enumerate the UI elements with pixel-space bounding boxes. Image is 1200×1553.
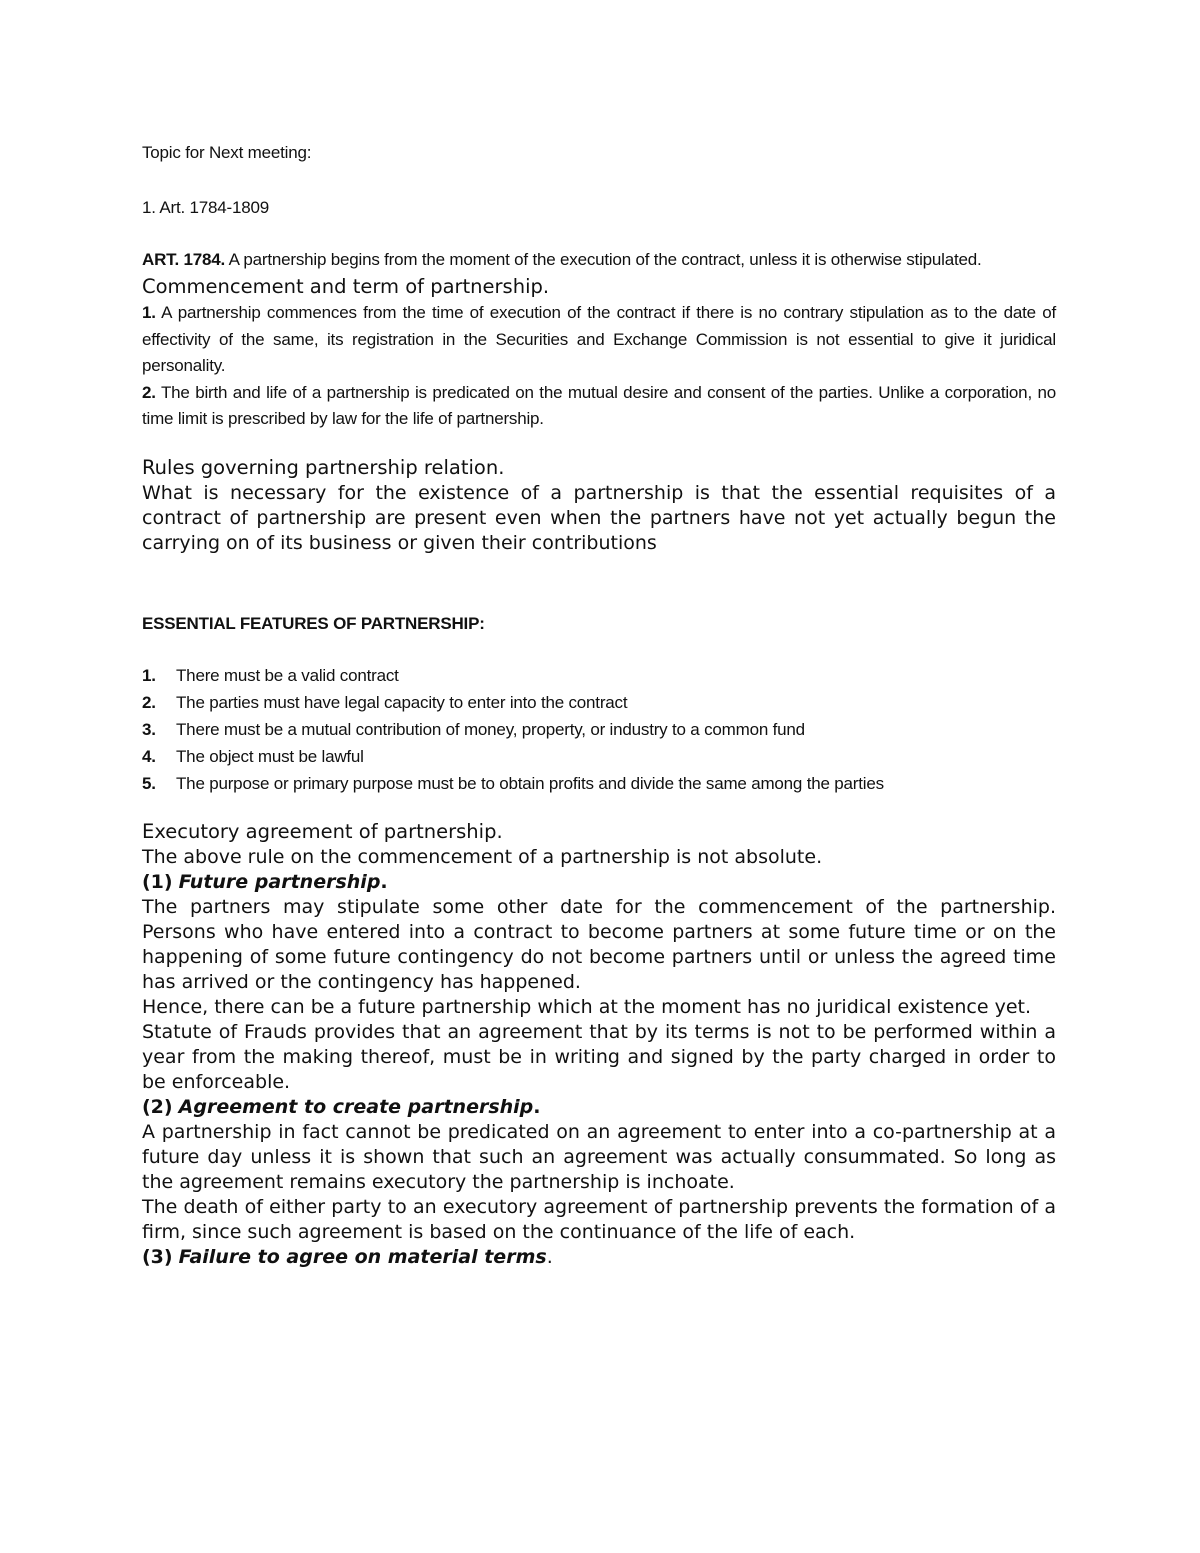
subhead-title: Agreement to create partnership — [178, 1095, 534, 1118]
list-item-number: 2. — [142, 692, 156, 712]
features-heading — [142, 611, 1056, 637]
list-item — [142, 716, 1056, 743]
list-item-number: 3. — [142, 719, 156, 739]
list-item-text: There must be a valid contract — [176, 665, 399, 685]
subhead-number: (3) — [142, 1245, 173, 1268]
list-item-text: The purpose or primary purpose must be to obtain profits and divide the same among the parties — [176, 773, 884, 793]
commencement-point-1-num: 1. — [142, 303, 156, 322]
art-1784-text: A partnership begins from the moment of the execution of the contract, unless it is otherwise stipulated. — [225, 250, 982, 269]
future-partnership-paragraph-2: Hence, there can be a future partnership which at the moment has no juridical existence yet. — [142, 995, 1032, 1018]
art-1784-paragraph — [142, 247, 1056, 273]
executory-heading: Executory agreement of partnership. — [142, 819, 503, 843]
agreement-paragraph-1: A partnership in fact cannot be predicated on an agreement to enter into a co-partnership at a future day unless it is shown that such an agreement was actually consummated. So long as the agreement remains executory the partnership is inchoate. — [142, 1120, 1056, 1193]
commencement-heading: Commencement and term of partnership. — [142, 275, 550, 298]
executory-intro: The above rule on the commencement of a partnership is not absolute. — [142, 845, 823, 868]
commencement-point-2 — [142, 380, 1056, 433]
commencement-point-2-text: The birth and life of a partnership is predicated on the mutual desire and consent of the parties. Unlike a corporation, no time limit is prescribed by law for the life of partnership. — [142, 382, 1056, 428]
agreement-paragraph-2: The death of either party to an executory agreement of partnership prevents the formation of a firm, since such agreement is based on the continuance of the life of each. — [142, 1195, 1056, 1243]
list-item-text: There must be a mutual contribution of money, property, or industry to a common fund — [176, 719, 805, 739]
subhead-number: (2) — [142, 1095, 173, 1118]
material-terms-heading: (3) Failure to agree on material terms. — [142, 1245, 553, 1268]
agreement-heading: (2) Agreement to create partnership. — [142, 1095, 541, 1118]
list-item — [142, 743, 1056, 770]
subhead-title: Failure to agree on material terms — [178, 1245, 547, 1268]
features-list — [142, 662, 1056, 797]
list-item — [142, 770, 1056, 797]
art-1784-label: ART. 1784. — [142, 250, 226, 269]
rules-heading: Rules governing partnership relation. — [142, 455, 505, 479]
list-item-number: 4. — [142, 746, 156, 766]
future-partnership-paragraph-1: The partners may stipulate some other date for the commencement of the partnership. Persons who have entered into a contract to become partners at some future time or on the happening of some future contingency do not become partners until or unless the agreed time has arrived or the contingency has happened. — [142, 895, 1056, 993]
rules-text: What is necessary for the existence of a partnership is that the essential requisites of a contract of partnership are present even when the partners have not yet actually begun the carrying on of its business or given their contributions — [142, 481, 1056, 554]
subhead-title: Future partnership — [178, 870, 381, 893]
list-item — [142, 689, 1056, 716]
future-partnership-heading: (1) Future partnership. — [142, 870, 388, 893]
list-item-text: The object must be lawful — [176, 746, 364, 766]
topic-item-1: 1. Art. 1784-1809 — [142, 198, 270, 217]
topic-label: Topic for Next meeting: — [142, 143, 312, 162]
commencement-point-1 — [142, 300, 1056, 380]
document-body — [142, 140, 1056, 1270]
commencement-point-2-num: 2. — [142, 382, 156, 402]
features-heading-text: ESSENTIAL FEATURES OF PARTNERSHIP: — [142, 613, 485, 633]
future-partnership-paragraph-3: Statute of Frauds provides that an agreement that by its terms is not to be performed within a year from the making thereof, must be in writing and signed by the party charged in order to be enforceable. — [142, 1020, 1056, 1093]
commencement-point-1-text: A partnership commences from the time of execution of the contract if there is no contrary stipulation as to the date of effectivity of the same, its registration in the Securities and Exchange Commission is not essential to give it juridical personality. — [142, 303, 1056, 375]
list-item-number: 1. — [142, 665, 156, 685]
list-item-text: The parties must have legal capacity to enter into the contract — [176, 692, 628, 712]
subhead-number: (1) — [142, 870, 173, 893]
list-item — [142, 662, 1056, 689]
list-item-number: 5. — [142, 773, 156, 793]
